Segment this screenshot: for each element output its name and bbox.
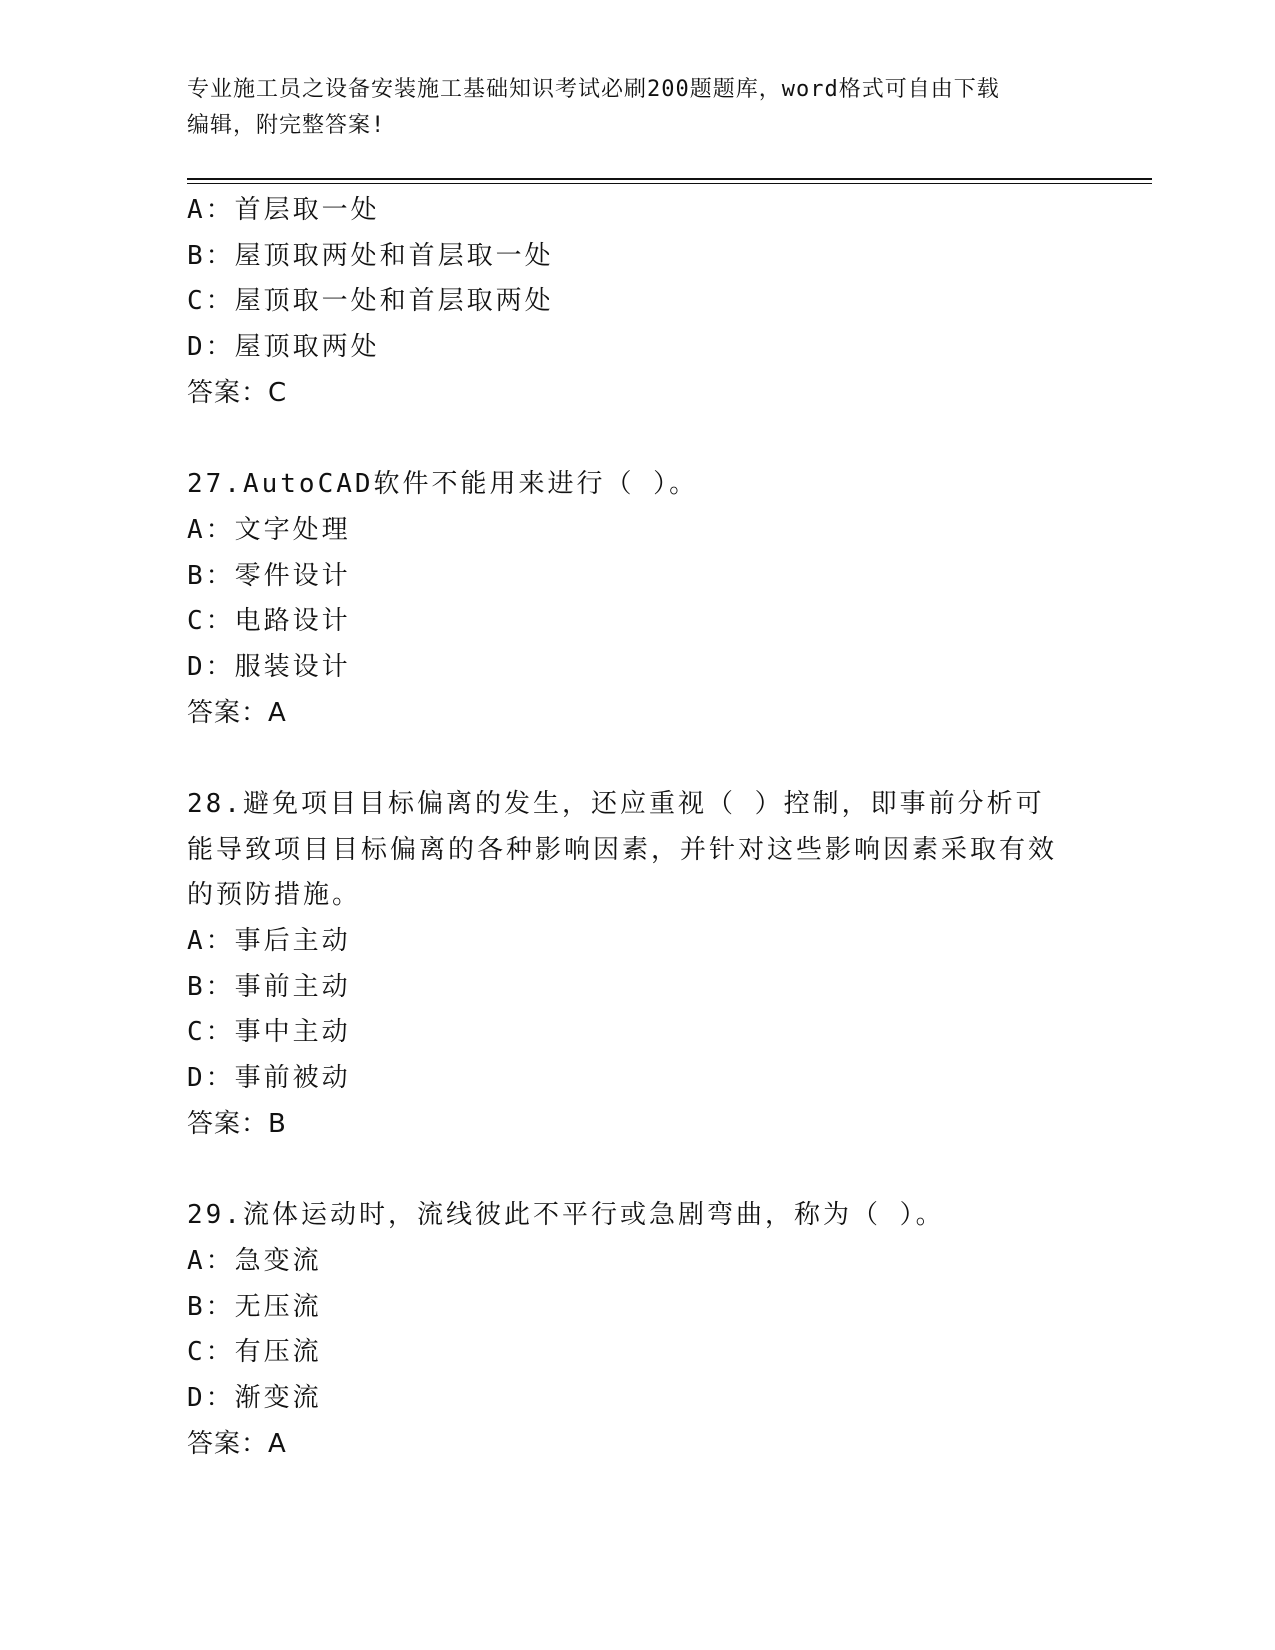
answer-label: 答案：A — [187, 697, 287, 728]
question-27 — [187, 462, 1067, 736]
option-d: D：屋顶取两处 — [187, 332, 380, 363]
answer-label: 答案：A — [187, 1428, 287, 1459]
header-rule-thick — [187, 178, 1152, 180]
spacer — [187, 1148, 1067, 1194]
spacer — [187, 416, 1067, 462]
option-c: C：电路设计 — [187, 606, 351, 637]
option-b: B：无压流 — [187, 1291, 322, 1322]
option-b: B：零件设计 — [187, 560, 351, 591]
option-a: A：文字处理 — [187, 514, 351, 545]
answer-label: 答案：C — [187, 377, 288, 408]
header-rule-thin — [187, 183, 1152, 184]
option-d: D：事前被动 — [187, 1063, 351, 1094]
question-26 — [187, 188, 1067, 416]
option-a: A：首层取一处 — [187, 195, 380, 225]
document-header — [187, 72, 1067, 144]
option-c: C：屋顶取一处和首层取两处 — [187, 286, 554, 317]
question-text: 27.AutoCAD软件不能用来进行（ ）。 — [187, 469, 699, 500]
answer-label: 答案：B — [187, 1108, 287, 1139]
option-d: D：渐变流 — [187, 1382, 322, 1413]
question-29 — [187, 1193, 1067, 1467]
question-28 — [187, 782, 1067, 1148]
option-a: A：事后主动 — [187, 926, 351, 957]
header-title-line-1: 专业施工员之设备安装施工基础知识考试必刷200题题库，word格式可自由下载 — [187, 77, 1000, 102]
spacer — [187, 736, 1067, 782]
option-c: C：事中主动 — [187, 1017, 351, 1048]
option-b: B：屋顶取两处和首层取一处 — [187, 240, 554, 271]
question-text: 29.流体运动时，流线彼此不平行或急剧弯曲，称为（ ）。 — [187, 1200, 945, 1231]
question-list — [187, 188, 1067, 1467]
question-text: 28.避免项目目标偏离的发生，还应重视（ ）控制，即事前分析可能导致项目目标偏离的各种影响因素，并针对这些影响因素采取有效的预防措施。 — [187, 788, 1058, 911]
option-c: C：有压流 — [187, 1337, 322, 1368]
option-d: D：服装设计 — [187, 651, 351, 682]
option-b: B：事前主动 — [187, 971, 351, 1002]
header-title-line-2: 编辑，附完整答案! — [187, 113, 386, 138]
option-a: A：急变流 — [187, 1245, 322, 1276]
